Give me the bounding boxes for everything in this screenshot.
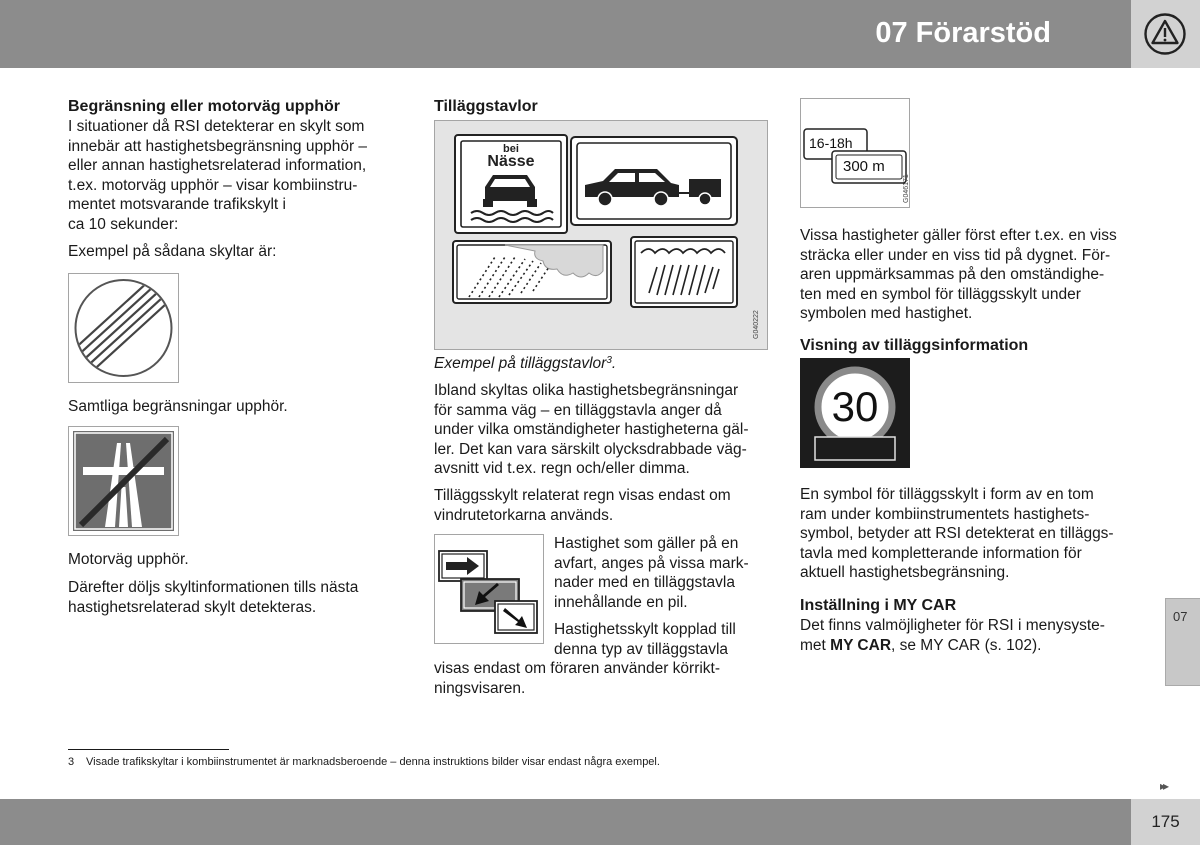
speed-sign-display-figure (800, 358, 910, 468)
caption-all-restrictions: Samtliga begränsningar upphör. (68, 398, 288, 415)
text-line: hastighetsrelaterad skylt detekteras. (68, 598, 317, 616)
motorway-end-sign-icon (69, 427, 178, 535)
text-line: innebär att hastighetsbegränsning upphör – (68, 137, 368, 155)
time-distance-plates-illustration (801, 99, 909, 207)
text-line: avsnitt vid t.ex. regn och/eller dimma. (434, 460, 690, 477)
paragraph-plates-1 (434, 381, 769, 479)
side-tab-label: 07 (1173, 609, 1188, 624)
end-all-restrictions-sign-figure (68, 273, 179, 383)
paragraph-supplementary-symbol (800, 485, 1140, 583)
text-line: ten med en symbol för tilläggsskylt under (800, 285, 1081, 303)
time-distance-plates-figure (800, 98, 910, 208)
intro-paragraph (68, 117, 398, 234)
paragraph-arrow-plates (554, 534, 769, 612)
page-number: 175 (1151, 812, 1180, 831)
wet-road-plate-text-2: Nässe (487, 153, 535, 170)
after-paragraph (68, 578, 398, 617)
paragraph-indicator-plates (434, 620, 769, 698)
text-line (800, 636, 1140, 656)
text-line: under vilka omständigheter hastigheterna gäl- (434, 421, 749, 438)
my-car-menu-name: MY CAR (830, 636, 892, 654)
text-line: t.ex. motorväg upphör – visar kombiinstru- (68, 176, 358, 194)
chapter-title: 07 Förarstöd (875, 17, 1051, 49)
text-line: I situationer då RSI detekterar en skylt som (68, 118, 365, 135)
text-line: Hastighet som gäller på en (554, 535, 739, 552)
supplementary-plates-figure (434, 120, 768, 350)
chapter-side-tab (1165, 598, 1200, 686)
text-prefix: met (800, 636, 831, 654)
text-line: Därefter döljs skyltinformationen tills nästa (68, 579, 359, 596)
text-line: eller annan hastighetsrelaterad information, (68, 157, 367, 174)
text-line: ningsvisaren. (434, 679, 526, 697)
heading-display-supplementary: Visning av tilläggsinformation (800, 337, 1029, 354)
figure-caption (434, 354, 616, 374)
text-line: Tilläggsskylt relaterat regn visas endast om (434, 487, 731, 504)
footnote (68, 755, 660, 769)
wet-road-plate-text-1: bei (503, 143, 519, 155)
footnote-divider (68, 749, 229, 750)
text-line: visas endast om föraren använder körrikt- (434, 660, 721, 677)
paragraph-conditional-speeds (800, 226, 1140, 324)
text-line: aktuell hastighetsbegränsning. (800, 564, 1010, 581)
speed-value: 30 (831, 383, 879, 430)
plate-time-text: 16-18h (809, 135, 853, 151)
text-line: ram under kombiinstrumentets hastighets- (800, 505, 1090, 523)
page-number-box (1131, 799, 1200, 845)
paragraph-plates-2 (434, 486, 769, 525)
text-line: symbol, betyder att RSI detekterat en tilläggs- (800, 525, 1114, 542)
plate-distance-text: 300 m (843, 158, 885, 175)
text-line: Ibland skyltas olika hastighetsbegränsningar (434, 382, 739, 399)
text-line: för samma väg – en tilläggstavla anger då (434, 401, 722, 419)
text-line: avfart, anges på vissa mark- (554, 554, 749, 572)
text-line: sträcka eller under en viss tid på dygnet. För- (800, 246, 1111, 264)
caption-motorway-end: Motorväg upphör. (68, 551, 189, 568)
end-all-restrictions-sign-icon (69, 274, 178, 382)
caption-text: Exempel på tilläggstavlor (434, 355, 607, 372)
text-line: symbolen med hastighet. (800, 305, 973, 322)
text-line: nader med en tilläggstavla (554, 574, 735, 591)
column-1 (68, 97, 398, 262)
figure-code: G040222 (753, 310, 760, 339)
double-chevron-right-icon: ▸▸ (1160, 779, 1167, 793)
text-line: innehållande en pil. (554, 593, 688, 611)
paragraph-my-car (800, 616, 1140, 655)
text-line: aren uppmärksammas på den omständighe- (800, 266, 1105, 283)
text-line: Hastighetsskylt kopplad till (554, 621, 736, 638)
text-line: En symbol för tilläggsskylt i form av en tom (800, 486, 1094, 503)
text-line: tavla med kompletterande information för (800, 544, 1082, 562)
figure-code: G046171 (903, 174, 910, 203)
text-line: mentet motsvarande trafikskylt i (68, 196, 286, 213)
warning-triangle-icon (1143, 12, 1187, 56)
text-line: Vissa hastigheter gäller först efter t.ex. en viss (800, 227, 1117, 244)
heading-restriction-end: Begränsning eller motorväg upphör (68, 98, 341, 115)
heading-supplementary-plates: Tilläggstavlor (434, 98, 538, 115)
caption-end: . (611, 355, 617, 372)
text-line: Det finns valmöjligheter för RSI i menysyste- (800, 617, 1105, 634)
motorway-end-sign-figure (68, 426, 179, 536)
footnote-mark: 3 (68, 756, 75, 768)
chapter-header (0, 0, 1131, 68)
text-line: denna typ av tilläggstavla (554, 640, 729, 658)
footnote-text: Visade trafikskyltar i kombiinstrumentet är marknadsberoende – denna instruktions bilder visar endast några exempel. (86, 756, 660, 768)
examples-label: Exempel på sådana skyltar är: (68, 243, 277, 260)
text-line: ca 10 sekunder: (68, 215, 179, 233)
chapter-icon-box (1131, 0, 1200, 68)
page-footer-bar (0, 799, 1131, 845)
text-line: ler. Det kan vara särskilt olycksdrabbade väg- (434, 440, 747, 458)
caption-footnote-ref: 3 (606, 355, 612, 366)
text-suffix: , se MY CAR (s. 102). (891, 636, 1042, 654)
heading-my-car-setting: Inställning i MY CAR (800, 597, 957, 614)
text-line: vindrutetorkarna används. (434, 506, 614, 524)
